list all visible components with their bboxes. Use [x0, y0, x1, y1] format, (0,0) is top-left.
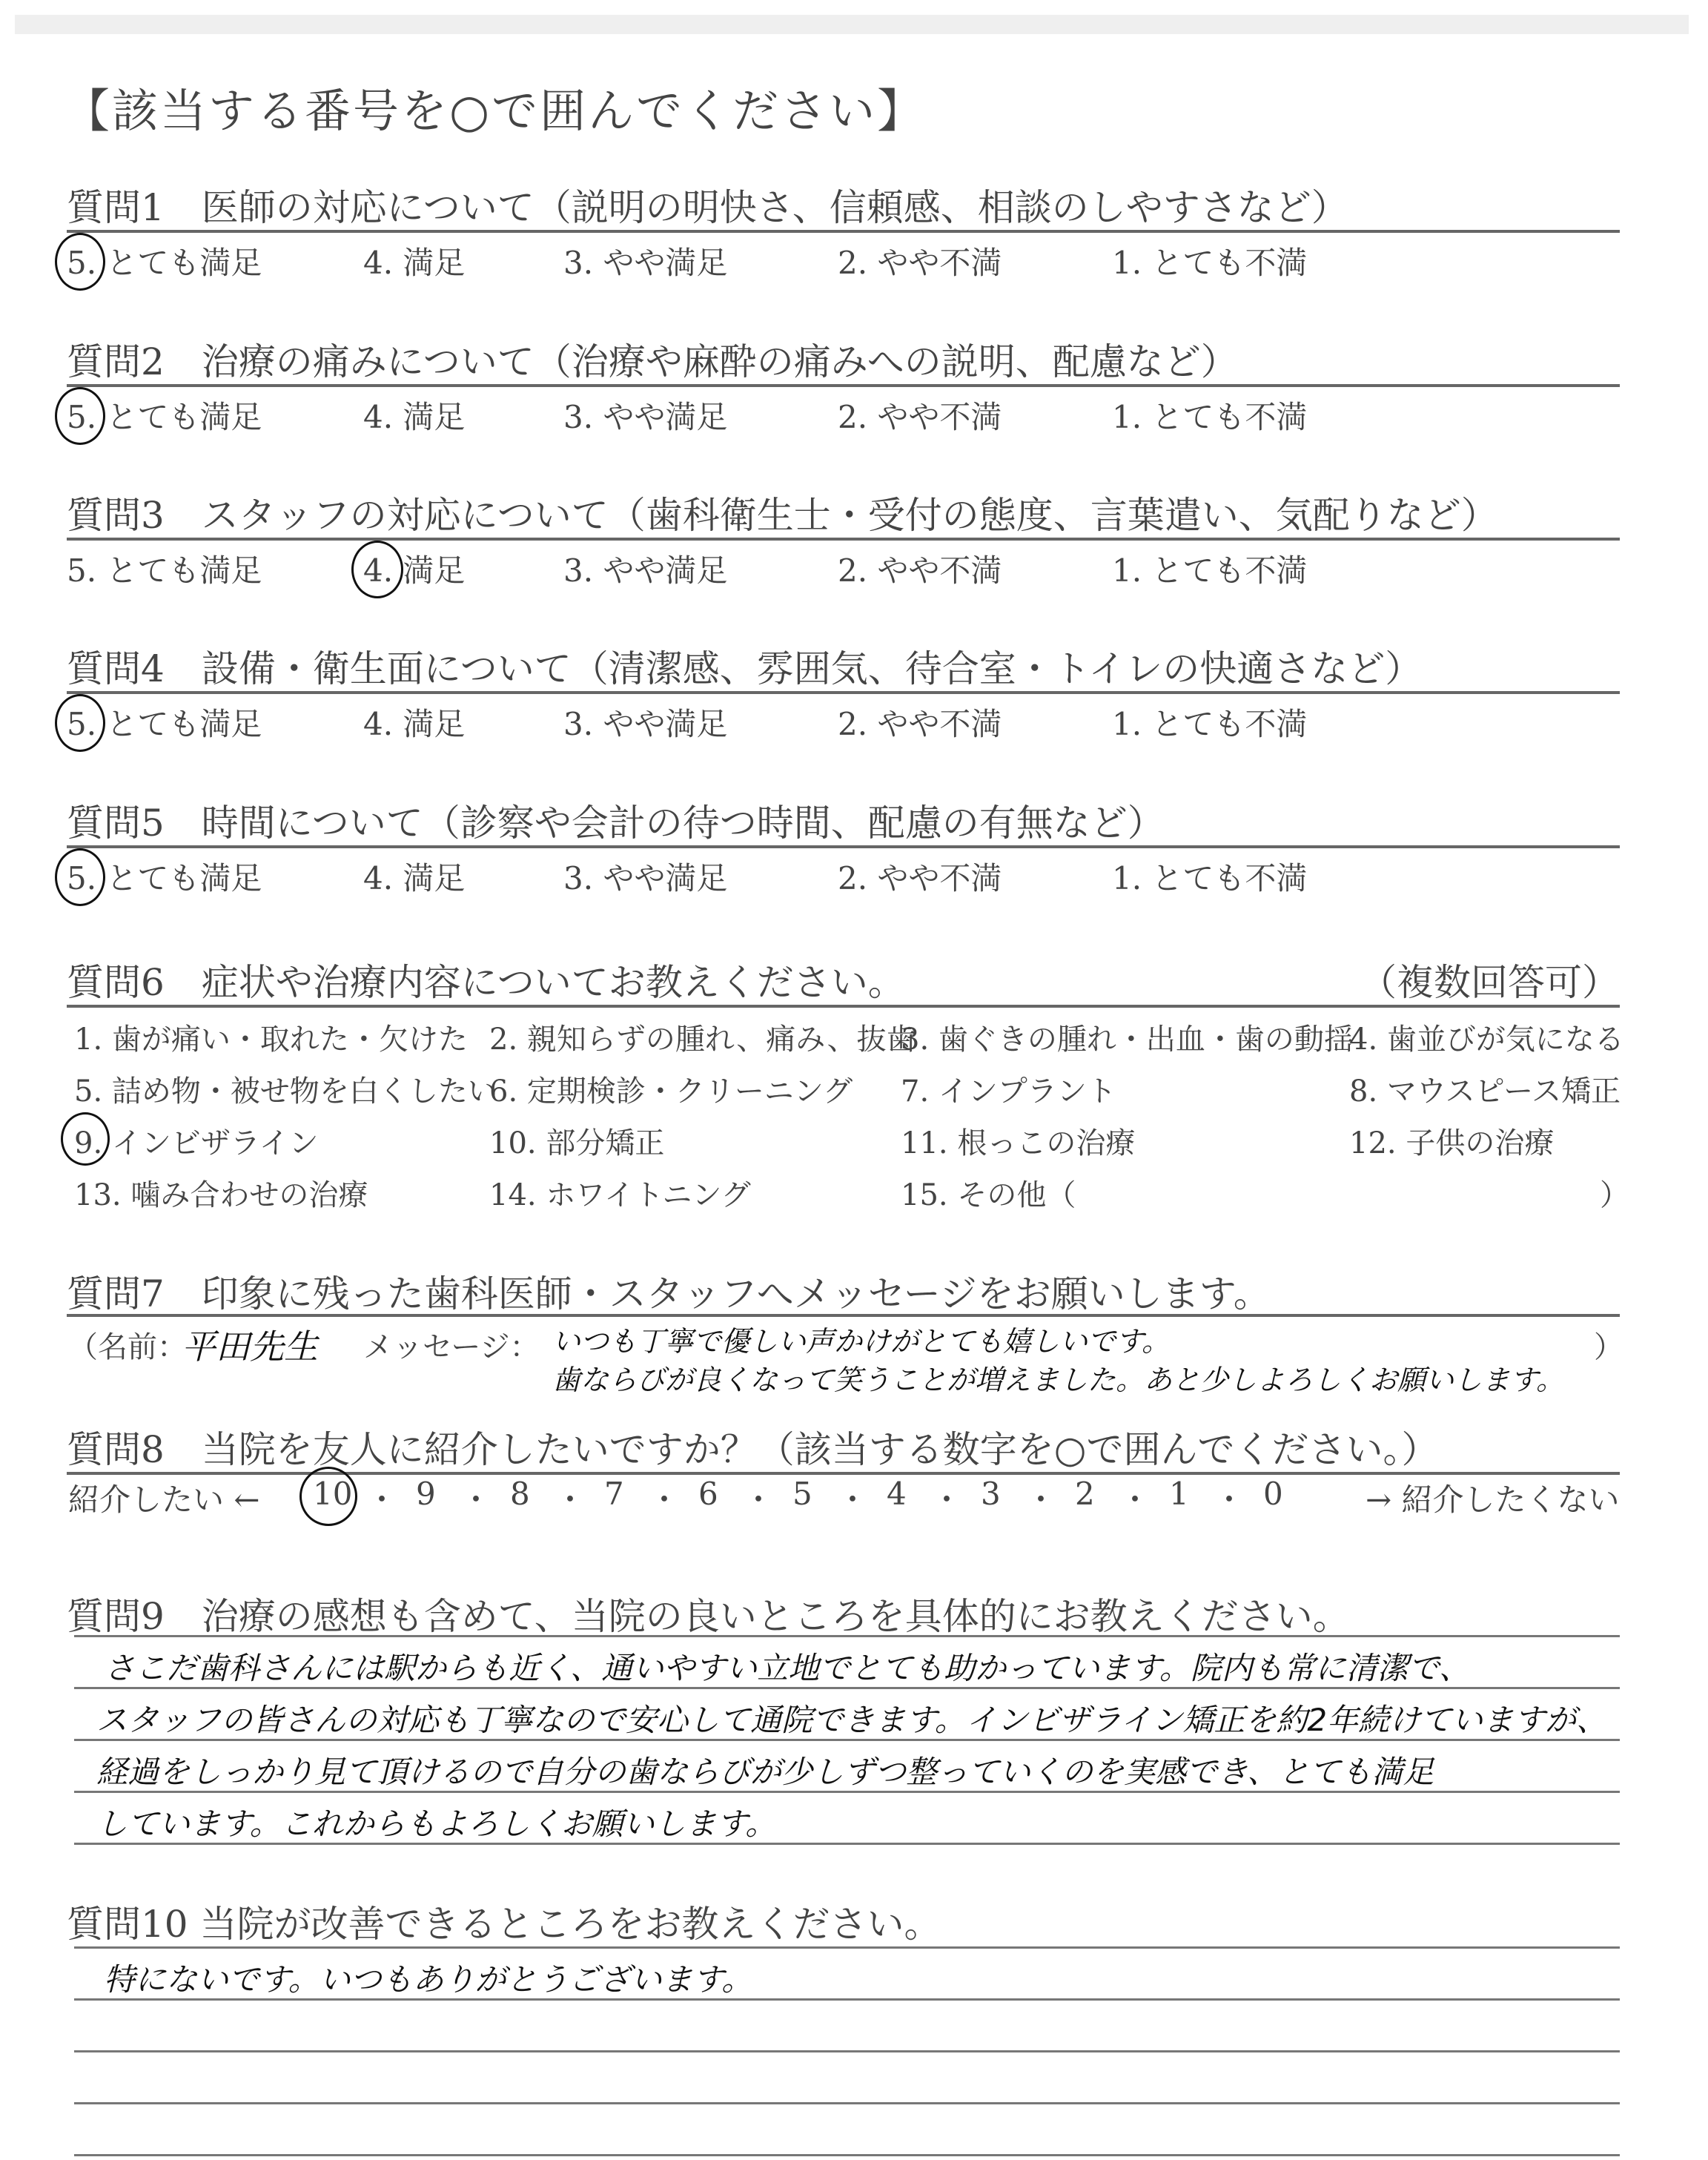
- rating-option[interactable]: 1. とても不満: [1112, 706, 1308, 742]
- q5-rule: [67, 845, 1620, 848]
- q6-option[interactable]: 7. インプラント: [901, 1074, 1116, 1109]
- q2-title: 質問2 治療の痛みについて（治療や麻酔の痛みへの説明、配慮など）: [67, 340, 1238, 383]
- selected-circle: [61, 1112, 110, 1166]
- q8-scale-value[interactable]: 0: [1263, 1476, 1283, 1512]
- q7-message-label: メッセージ：: [363, 1330, 540, 1364]
- selected-circle: [55, 387, 105, 445]
- q6-option[interactable]: 9. インビザライン: [74, 1126, 319, 1160]
- rating-option[interactable]: 5. とても満足: [67, 860, 262, 896]
- q8-scale-value[interactable]: 2: [1075, 1476, 1095, 1512]
- q8-scale-dot: ・: [366, 1482, 398, 1518]
- q9-answer-line: スタッフの皆さんの対応も丁寧なので安心して通院できます。インビザライン矯正を約2年続けていますが、: [96, 1702, 1608, 1738]
- rating-option[interactable]: 4. 満足: [363, 399, 466, 435]
- q1-options: [67, 239, 1623, 283]
- q8-scale-value[interactable]: 1: [1169, 1476, 1189, 1512]
- q9-answer-line: さこだ歯科さんには駅からも近く、通いやすい立地でとても助かっています。院内も常に清潔で、: [104, 1650, 1470, 1686]
- q8-right-label: → 紹介したくない: [1366, 1482, 1620, 1518]
- q5-title: 質問5 時間について（診察や会計の待つ時間、配慮の有無など）: [67, 802, 1165, 845]
- q8-scale-dot: ・: [837, 1482, 869, 1518]
- q8-scale-dot: ・: [931, 1482, 963, 1518]
- q10-ruled-line: [74, 1946, 1620, 1949]
- q6-option[interactable]: 8. マウスピース矯正: [1349, 1074, 1621, 1109]
- q10-ruled-line: [74, 2050, 1620, 2052]
- q6-other-close: ）: [1600, 1178, 1629, 1212]
- rating-option[interactable]: 5. とても満足: [67, 552, 262, 589]
- q8-scale-value[interactable]: 4: [887, 1476, 907, 1512]
- q8-rule: [67, 1472, 1620, 1475]
- rating-option[interactable]: 2. やや不満: [838, 552, 1002, 589]
- q7-message-line1: いつも丁寧で優しい声かけがとても嬉しいです。: [552, 1325, 1170, 1358]
- q6-option[interactable]: 13. 噛み合わせの治療: [74, 1178, 368, 1212]
- q7-message-line2: 歯ならびが良くなって笑うことが増えました。あと少しよろしくお願いします。: [552, 1364, 1564, 1396]
- q8-scale-value[interactable]: 9: [416, 1476, 436, 1512]
- rating-option[interactable]: 1. とても不満: [1112, 860, 1308, 896]
- selected-circle: [55, 848, 105, 906]
- q9-answer-line: 経過をしっかり見て頂けるので自分の歯ならびが少しずつ整っていくのを実感でき、とても満足: [96, 1754, 1434, 1790]
- selected-circle: [55, 233, 105, 291]
- q6-option[interactable]: 15. その他（: [901, 1178, 1076, 1212]
- q8-title: 質問8 当院を友人に紹介したいですか？（該当する数字を○で囲んでください。）: [67, 1428, 1439, 1471]
- selected-circle: [299, 1467, 357, 1526]
- rating-option[interactable]: 5. とても満足: [67, 399, 262, 435]
- q6-rule: [67, 1005, 1620, 1008]
- selected-circle: [351, 541, 403, 598]
- q8-scale-dot: ・: [649, 1482, 681, 1518]
- form-header: 【該当する番号を○で囲んでください】: [64, 84, 926, 138]
- page-top-edge: [15, 15, 1689, 34]
- rating-option[interactable]: 3. やや満足: [563, 552, 728, 589]
- q6-option[interactable]: 3. 歯ぐきの腫れ・出血・歯の動揺: [901, 1023, 1354, 1057]
- rating-option[interactable]: 4. 満足: [363, 552, 466, 589]
- q3-options: [67, 546, 1623, 591]
- q6-title: 質問6 症状や治療内容についてお教えください。: [67, 961, 905, 1004]
- q8-scale-value[interactable]: 5: [792, 1476, 812, 1512]
- q8-scale-value[interactable]: 3: [981, 1476, 1001, 1512]
- q8-scale-dot: ・: [1025, 1482, 1057, 1518]
- q9-title: 質問9 治療の感想も含めて、当院の良いところを具体的にお教えください。: [67, 1595, 1350, 1638]
- q8-scale: [68, 1476, 1625, 1520]
- q3-rule: [67, 538, 1620, 541]
- q4-options: [67, 700, 1623, 744]
- q9-answer-line: しています。これからもよろしくお願いします。: [96, 1806, 777, 1842]
- rating-option[interactable]: 2. やや不満: [838, 860, 1002, 896]
- rating-option[interactable]: 5. とても満足: [67, 245, 262, 281]
- q10-answer-line: 特にないです。いつもありがとうございます。: [104, 1961, 753, 1998]
- q8-scale-dot: ・: [1119, 1482, 1151, 1518]
- q7-name-value: 平田先生: [182, 1327, 318, 1367]
- rating-option[interactable]: 3. やや満足: [563, 399, 728, 435]
- rating-option[interactable]: 4. 満足: [363, 706, 466, 742]
- rating-option[interactable]: 3. やや満足: [563, 706, 728, 742]
- rating-option[interactable]: 4. 満足: [363, 245, 466, 281]
- q7-name-label: （名前：: [68, 1330, 187, 1364]
- q6-option[interactable]: 11. 根っこの治療: [901, 1126, 1136, 1160]
- q7-close: ）: [1594, 1330, 1623, 1364]
- q6-option[interactable]: 5. 詰め物・被せ物を白くしたい: [74, 1074, 497, 1109]
- q3-title: 質問3 スタッフの対応について（歯科衛生士・受付の態度、言葉遣い、気配りなど）: [67, 494, 1498, 537]
- q6-option[interactable]: 10. 部分矯正: [489, 1126, 665, 1160]
- q4-title: 質問4 設備・衛生面について（清潔感、雰囲気、待合室・トイレの快適さなど）: [67, 647, 1423, 690]
- rating-option[interactable]: 1. とても不満: [1112, 245, 1308, 281]
- q1-title: 質問1 医師の対応について（説明の明快さ、信頼感、相談のしやすさなど）: [67, 186, 1348, 229]
- q8-scale-value[interactable]: 10: [313, 1476, 353, 1512]
- q4-rule: [67, 691, 1620, 694]
- q9-ruled-line: [74, 1635, 1620, 1637]
- q6-option[interactable]: 12. 子供の治療: [1349, 1126, 1555, 1160]
- q5-options: [67, 854, 1623, 899]
- q6-option[interactable]: 6. 定期検診・クリーニング: [489, 1074, 853, 1109]
- rating-option[interactable]: 2. やや不満: [838, 399, 1002, 435]
- q8-scale-dot: ・: [460, 1482, 492, 1518]
- q8-scale-dot: ・: [1214, 1482, 1245, 1518]
- rating-option[interactable]: 4. 満足: [363, 860, 466, 896]
- q10-ruled-line: [74, 2154, 1620, 2156]
- rating-option[interactable]: 3. やや満足: [563, 860, 728, 896]
- q10-ruled-line: [74, 2102, 1620, 2104]
- q10-title: 質問10 当院が改善できるところをお教えください。: [67, 1903, 941, 1946]
- q8-left-label: 紹介したい ←: [68, 1482, 260, 1518]
- q8-scale-value[interactable]: 8: [510, 1476, 530, 1512]
- q7-rule: [67, 1314, 1620, 1317]
- q8-scale-dot: ・: [743, 1482, 775, 1518]
- q8-scale-dot: ・: [555, 1482, 586, 1518]
- q2-rule: [67, 384, 1620, 387]
- q6-option[interactable]: 2. 親知らずの腫れ、痛み、抜歯: [489, 1023, 916, 1057]
- rating-option[interactable]: 1. とても不満: [1112, 399, 1308, 435]
- q6-note: （複数回答可）: [1360, 961, 1619, 1004]
- q6-option[interactable]: 14. ホワイトニング: [489, 1178, 751, 1212]
- q8-scale-value[interactable]: 6: [698, 1476, 718, 1512]
- rating-option[interactable]: 3. やや満足: [563, 245, 728, 281]
- selected-circle: [55, 694, 105, 752]
- q2-options: [67, 393, 1623, 437]
- q6-option[interactable]: 4. 歯並びが気になる: [1349, 1023, 1624, 1057]
- q1-rule: [67, 230, 1620, 233]
- q7-title: 質問7 印象に残った歯科医師・スタッフへメッセージをお願いします。: [67, 1272, 1271, 1315]
- q6-option[interactable]: 1. 歯が痛い・取れた・欠けた: [74, 1023, 468, 1057]
- rating-option[interactable]: 1. とても不満: [1112, 552, 1308, 589]
- rating-option[interactable]: 2. やや不満: [838, 245, 1002, 281]
- q8-scale-value[interactable]: 7: [604, 1476, 624, 1512]
- rating-option[interactable]: 2. やや不満: [838, 706, 1002, 742]
- rating-option[interactable]: 5. とても満足: [67, 706, 262, 742]
